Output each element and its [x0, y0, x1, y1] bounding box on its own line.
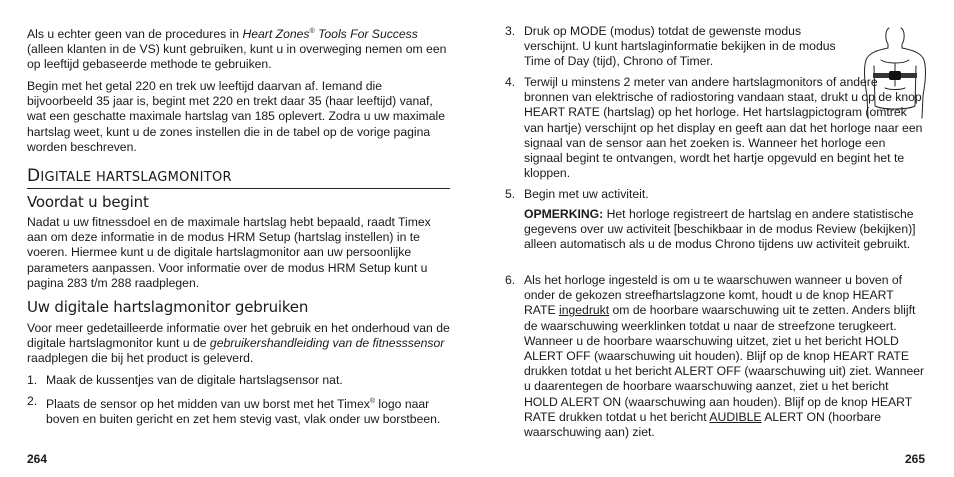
list-number: 3. [505, 24, 516, 38]
list-item [505, 273, 925, 440]
text-span: logo naar boven en buiten gericht en zet hem stevig vast, vlak onder uw borstbeen. [46, 397, 441, 427]
list-text: Druk op MODE (modus) totdat de gewenste modus verschijnt. U kunt hartslaginformatie bekijken in de modus Time of Day (tijd), Chrono of Timer. [524, 24, 836, 69]
note-block [505, 207, 925, 253]
text-span: om de hoorbare waarschuwing uit te zetten. Anders blijft de waarschuwing weerklinken totdat u naar de streefzone terugkeert. Wanneer u de hoorbare waarschuwing uitzet, ziet u het bericht HOLD ALERT OFF (waarschuwing uit houden). Blijf op de knop HEART RATE drukken totdat u het bericht ALERT OFF (waarschuwing uit) ziet. Wanneer u daarentegen de hoorbare waarschuwing aanzet, ziet u het bericht HOLD ALERT ON (waarschuwing aan houden). Blijf op de knop HEART RATE drukken totdat u het bericht [524, 303, 925, 424]
text-span: Als het horloge ingesteld is om u te waarschuwen wanneer u boven of onder de gekozen streefhartslagzone komt, houdt u de knop HEART RATE [524, 273, 903, 318]
list-item [505, 24, 855, 70]
list-item [505, 75, 925, 181]
list-item [505, 187, 925, 202]
list-text: Begin met uw activiteit. [524, 187, 649, 201]
underlined-text: ingedrukt [559, 303, 610, 318]
italic-text: Tools For Success [314, 27, 418, 42]
voordat-paragraph [27, 215, 450, 291]
italic-text: Heart Zones [242, 27, 310, 42]
left-page [27, 0, 450, 477]
list-item [27, 373, 450, 388]
list-number: 2. [27, 394, 38, 408]
paragraph-text: Nadat u uw fitnessdoel en de maximale hartslag hebt bepaald, raadt Timex aan om deze informatie in de modus HRM Setup (hartslag instellen) in te voeren. Hiermee kunt u de digitale hartslagmonitor aan uw persoonlijke parameters aanpassen. Voor informatie over de modus HRM Setup kunt u pagina 283 t/m 288 raadplegen. [27, 215, 431, 290]
gebruiken-paragraph [27, 321, 450, 367]
text-span: Plaats de sensor op het midden van uw borst met het Timex [46, 397, 370, 412]
paragraph-text: Begin met het getal 220 en trek uw leeftijd daarvan af. Iemand die bijvoorbeeld 35 jaar is, begint met 220 en trekt daar 35 (haar leeftijd) vanaf, wat een geschatte maximale hartslag van 185 oplevert. Zodra u uw maximale hartslag weet, kunt u de zones instellen die in de tabel op de vorige pagina worden beschreven. [27, 79, 445, 154]
underlined-text: AUDIBLE [709, 409, 762, 424]
text-span: raadplegen die bij het product is geleverd. [27, 351, 254, 366]
list-number: 5. [505, 187, 516, 201]
list-text: Maak de kussentjes van de digitale hartslagsensor nat. [46, 373, 343, 387]
registered-mark: ® [309, 28, 315, 35]
list-number: 4. [505, 75, 516, 89]
section-title-rest: IGITALE HARTSLAGMONITOR [40, 170, 232, 185]
subheading-gebruiken: Uw digitale hartslagmonitor gebruiken [27, 298, 309, 316]
text-span: ALERT ON (hoorbare waarschuwing aan) ziet. [524, 409, 882, 440]
list-number: 1. [27, 373, 38, 387]
list-text: Terwijl u minstens 2 meter van andere hartslagmonitors of andere bronnen van elektrische of radiostoring vandaan staat, drukt u op de knop HEART RATE (hartslag) op het horloge. Het hartslagpictogram (omtrek van hartje) verschijnt op het display en geeft aan dat het horloge naar een signaal van de sensor aan het zoeken is. Wanneer het horloge een signaal begint te ontvangen, wordt het hartje opgevuld en begint het te kloppen. [524, 75, 923, 181]
text-span: (alleen klanten in de VS) kunt gebruiken, kunt u in overweging nemen om een op leeftijd gebaseerde methode te gebruiken. [27, 42, 447, 72]
list-item [27, 394, 450, 427]
section-title [27, 166, 450, 189]
note-label: OPMERKING: [524, 207, 604, 221]
note-text: Het horloge registreert de hartslag en andere statistische gegevens over uw activiteit [beschikbaar in de modus Review (bekijken)] alleen automatisch als u de modus Chrono tijdens uw activiteit gebruikt. [524, 207, 916, 252]
italic-text: gebruikershandleiding van de fitnesssensor [209, 336, 445, 351]
age-method-paragraph [27, 79, 450, 155]
subheading-voordat: Voordat u begint [27, 193, 149, 211]
intro-paragraph [27, 24, 450, 73]
list-number: 6. [505, 273, 516, 287]
text-span: Als u echter geen van de procedures in [27, 27, 243, 42]
right-page [505, 0, 925, 477]
section-title-initial: D [27, 166, 41, 186]
text-span: Voor meer gedetailleerde informatie over het gebruik en het onderhoud van de digitale hartslagmonitor kunt u de [27, 321, 450, 351]
page-number: 265 [904, 452, 925, 466]
page-number: 264 [27, 452, 48, 466]
registered-mark: ® [369, 398, 375, 405]
